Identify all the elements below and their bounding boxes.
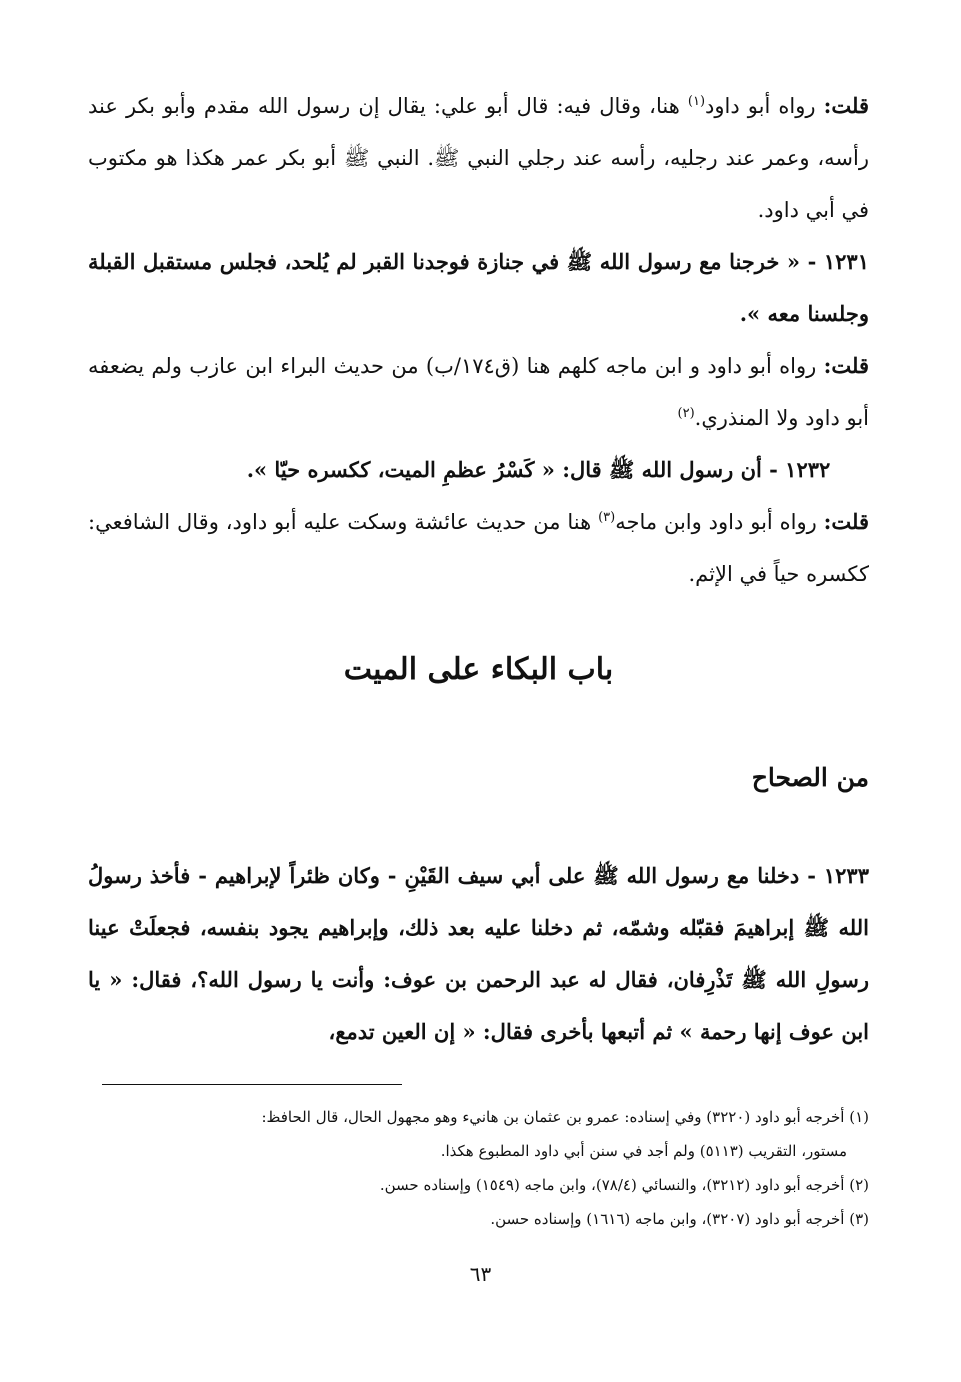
footnote-1-continuation: مستور، التقريب (٥١١٣) ولم أجد في سنن أبي داود المطبوع هكذا. (440, 1142, 847, 1160)
hadith-1232: ١٢٣٢ - أن رسول الله ﷺ قال: « كَسْرُ عظمِ الميت، ككسره حيّا ». (246, 457, 831, 482)
commentary-text: رواه أبو داود وابن ماجه (615, 510, 824, 534)
commentary-text: هنا من حديث عائشة وسكت عليه أبو داود، وقال الشافعي: ككسره حياً في الإثم. (88, 510, 869, 586)
hadith-1231: ١٢٣١ - « خرجنا مع رسول الله ﷺ في جنازة فوجدنا القبر لم يُلحد، فجلس مستقبل القبلة وجلسنا معه ». (88, 249, 869, 326)
chapter-title: باب البكاء على الميت (343, 652, 614, 687)
footnotes (92, 1100, 869, 1236)
footnote-ref-2[interactable]: (٢) (677, 406, 695, 421)
footnote-divider (102, 1084, 402, 1085)
commentary-lead: قلت: (823, 509, 869, 534)
footnote-2: (٢) أخرجه أبو داود (٣٢١٢)، والنسائي (٧٨/٤)، وابن ماجه (١٥٤٩) وإسناده حسن. (379, 1176, 869, 1194)
footnote-ref-1[interactable]: (١) (687, 94, 706, 109)
commentary-text: رواه أبو داود و ابن ماجه كلهم هنا (ق١٧٤/ب) من حديث البراء ابن عازب ولم يضعفه أبو داود ولا المنذري. (88, 354, 869, 430)
footnote-ref-3[interactable]: (٣) (598, 510, 616, 525)
footnote-3: (٣) أخرجه أبو داود (٣٢٠٧)، وابن ماجه (١٦١٦) وإسناده حسن. (490, 1210, 869, 1228)
commentary-lead: قلت: (823, 93, 869, 118)
commentary-paragraph-2 (88, 340, 869, 444)
footnote-1: (١) أخرجه أبو داود (٣٢٢٠) وفي إسناده: عمرو بن عثمان بن هانيء وهو مجهول الحال، قال الحافظ: (261, 1108, 869, 1126)
commentary-paragraph-3 (88, 496, 869, 600)
hadith-1233: ١٢٣٣ - دخلنا مع رسول الله ﷺ على أبي سيف القَيْنِ - وكان ظئراً لإبراهيم - فأخذ رسولُ الله ﷺ إبراهيمَ فقبّله وشمّه، ثم دخلنا عليه بعد ذلك، وإبراهيم يجود بنفسه، فجعلَتْ عينا رسولِ الله ﷺ تَذْرِفان، فقال له عبد الرحمن بن عوف: وأنت يا رسول الله؟، فقال: « يا ابن عوف إنها رحمة » ثم أتبعها بأخرى فقال: « إن العين تدمع، (88, 863, 869, 1044)
commentary-text: رواه أبو داود (705, 94, 824, 118)
commentary-paragraph-1 (88, 80, 869, 236)
section-title: من الصحاح (751, 763, 869, 792)
commentary-text: هنا، وقال فيه: قال أبو علي: يقال إن رسول الله مقدم وأبو بكر عند رأسه، وعمر عند رجليه، رأسه عند رجلي النبي ﷺ. النبي ﷺ أبو بكر عمر هكذا هو مكتوب في أبي داود. (88, 94, 869, 222)
commentary-lead: قلت: (823, 353, 869, 378)
page-number: ٦٣ (469, 1262, 492, 1286)
